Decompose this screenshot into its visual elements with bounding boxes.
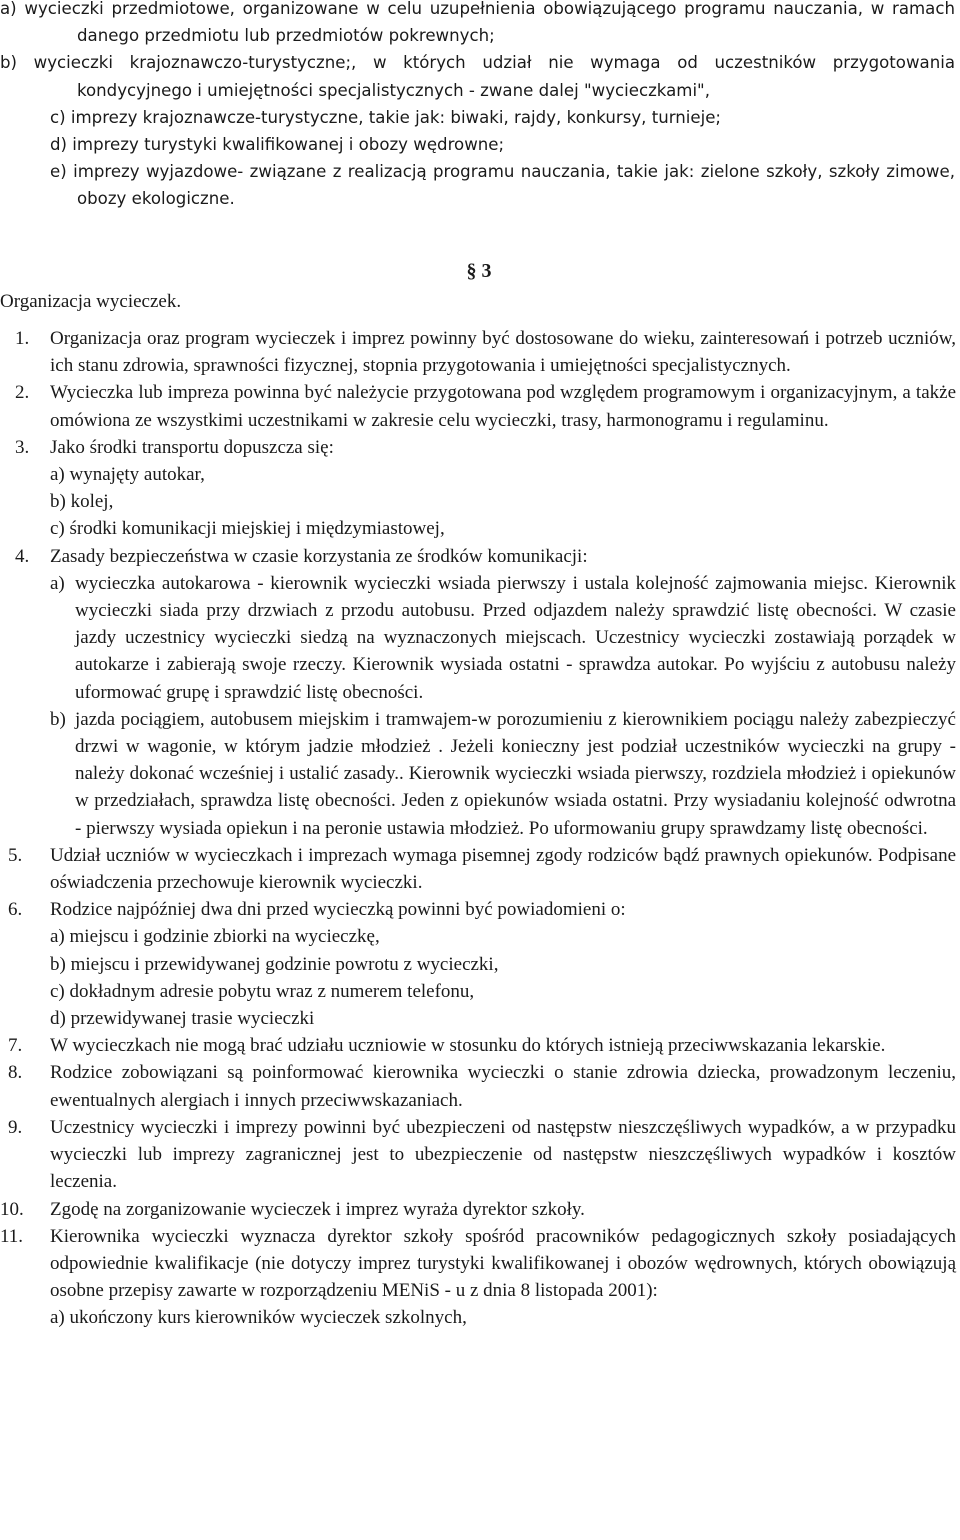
intro-item-c: c) imprezy krajoznawcze-turystyczne, takie jak: biwaki, rajdy, konkursy, turnieje; bbox=[50, 107, 722, 127]
rule-6-sub-a: a) miejscu i godzinie zbiorki na wycieczkę, bbox=[50, 926, 380, 948]
rule-11-sub-a: a) ukończony kurs kierowników wycieczek szkolnych, bbox=[50, 1307, 467, 1329]
rule-item-8: 8. Rodzice zobowiązani są poinformować kierownika wycieczki o stanie zdrowia dziecka, prowadzonym leczeniu, ewentualnych alergiach i innych przeciwwskazaniach. bbox=[8, 1062, 956, 1111]
rule-item-3: 3. Jako środki transportu dopuszcza się: bbox=[15, 436, 334, 458]
rules-list bbox=[0, 325, 960, 1332]
intro-list bbox=[0, 0, 960, 213]
rule-6-sub-d: d) przewidywanej trasie wycieczki bbox=[50, 1008, 315, 1030]
section-title-text: Organizacja wycieczek. bbox=[0, 291, 182, 312]
rule-item-11: 11. Kierownika wycieczki wyznacza dyrektor szkoły spośród pracowników pedagogicznych szkoły posiadających odpowiednie kwalifikacje (nie dotyczy imprez turystyki kwalifikowanej i obozów wędrownych, których obowiązują osobne przepisy zawarte w rozporządzeniu MENiS - u z dnia 8 listopada 2001): bbox=[0, 1225, 956, 1302]
intro-item-b: b) wycieczki krajoznawczo-turystyczne;, w których udział nie wymaga od uczestników przygotowania kondycyjnego i umiejętności specjalistycznych - zwane dalej "wycieczkami", bbox=[0, 53, 955, 100]
rule-4-sub-b: b) jazda pociągiem, autobusem miejskim i tramwajem-w porozumieniu z kierownikiem pociągu należy zabezpieczyć drzwi w wagonie, w którym jadzie młodzież . Jeżeli konieczny jest podział uczestników wycieczki na grupy - należy dokonać wcześniej i ustalić zasady.. Kierownik wycieczki wsiada pierwszy, rozdziela młodzież i opiekunów w przedziałach, sprawdza listę obecności. Jeden z opiekunów wsiada ostatni. Przy wysiadaniu kolejność odwrotna - pierwszy wysiada opiekun i na peronie ustawia młodzież. Po uformowaniu grupy sprawdzamy listę obecności. bbox=[50, 708, 956, 839]
rule-item-6: 6. Rodzice najpóźniej dwa dni przed wycieczką powinni być powiadomieni o: bbox=[8, 899, 626, 921]
section-title bbox=[0, 288, 960, 315]
rule-4-sub-a: a) wycieczka autokarowa - kierownik wycieczki wsiada pierwszy i ustala kolejność zajmowania miejsc. Kierownik wycieczki siada przy drzwiach z przodu autobusu. Przed odjazdem należy sprawdzić listę obecności. W czasie jazdy uczestnicy wycieczki siedzą na wyznaczonych miejscach. Uczestnicy wycieczki zostawiają porządek w autokarze i zabierają swoje rzeczy. Kierownik wysiada ostatni - sprawdza autokar. Po wyjściu z autobusu należy uformować grupę i sprawdzić listę obecności. bbox=[50, 572, 956, 703]
intro-item-a: a) wycieczki przedmiotowe, organizowane w celu uzupełnienia obowiązującego programu nauczania, w ramach danego przedmiotu lub przedmiotów pokrewnych; bbox=[0, 0, 955, 46]
rule-item-2: 2. Wycieczka lub impreza powinna być należycie przygotowana pod względem programowym i organizacyjnym, a także omówiona ze wszystkimi uczestnikami w zakresie celu wycieczki, trasy, harmonogramu i regulaminu. bbox=[15, 382, 956, 431]
rule-item-5: 5. Udział uczniów w wycieczkach i imprezach wymaga pisemnej zgody rodziców bądź prawnych opiekunów. Podpisane oświadczenia przechowuje kierownik wycieczki. bbox=[8, 844, 956, 894]
rule-3-sub-b: b) kolej, bbox=[50, 491, 114, 513]
rule-item-4: 4. Zasady bezpieczeństwa w czasie korzystania ze środków komunikacji: bbox=[15, 545, 588, 567]
intro-item-d: d) imprezy turystyki kwalifikowanej i obozy wędrowne; bbox=[50, 135, 505, 155]
intro-item-e: e) imprezy wyjazdowe- związane z realizacją programu nauczania, takie jak: zielone szkoły, szkoły zimowe, obozy ekologiczne. bbox=[50, 162, 955, 209]
section-symbol: § 3 bbox=[466, 260, 492, 282]
rule-6-sub-c: c) dokładnym adresie pobytu wraz z numerem telefonu, bbox=[50, 980, 475, 1002]
rule-item-7: 7. W wycieczkach nie mogą brać udziału uczniowie w stosunku do których istnieją przeciwwskazania lekarskie. bbox=[8, 1035, 886, 1057]
rule-6-sub-b: b) miejscu i przewidywanej godzinie powrotu z wycieczki, bbox=[50, 953, 499, 975]
rule-3-sub-c: c) środki komunikacji miejskiej i międzymiastowej, bbox=[50, 518, 445, 540]
rule-item-10: 10. Zgodę na zorganizowanie wycieczek i imprez wyraża dyrektor szkoły. bbox=[0, 1198, 585, 1220]
rule-item-1: 1. Organizacja oraz program wycieczek i imprez powinny być dostosowane do wieku, zainteresowań i potrzeb uczniów, ich stanu zdrowia, sprawności fizycznej, stopnia przygotowania i umiejętności specjalistycznych. bbox=[15, 328, 956, 377]
rule-item-9: 9. Uczestnicy wycieczki i imprezy powinni być ubezpieczeni od następstw nieszczęśliwych wypadków, a w przypadku wycieczki lub imprezy zagranicznej jest to ubezpieczenie od następstw nieszczęśliwych wypadków i kosztów leczenia. bbox=[8, 1116, 956, 1193]
rule-3-sub-a: a) wynajęty autokar, bbox=[50, 464, 205, 486]
